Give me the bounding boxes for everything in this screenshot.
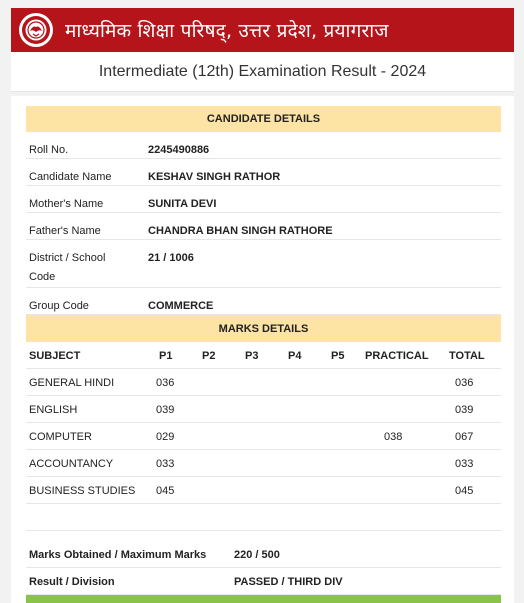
col-p1: P1 (159, 350, 173, 362)
row-label: Group Code (29, 300, 89, 312)
total-cell: 039 (455, 404, 474, 416)
candidate-details-heading: CANDIDATE DETAILS (26, 106, 501, 132)
row-label: Roll No. (29, 144, 69, 156)
row-value: 21 / 1006 (148, 252, 194, 264)
row-value: CHANDRA BHAN SINGH RATHORE (148, 225, 333, 237)
subject-cell: ENGLISH (29, 404, 78, 416)
p1-cell: 036 (156, 377, 175, 389)
col-p5: P5 (331, 350, 345, 362)
row-label: District / School Code (29, 252, 106, 283)
subject-cell: ACCOUNTANCY (29, 458, 114, 470)
candidate-row-roll (26, 132, 501, 159)
table-row (26, 477, 501, 504)
candidate-row-district-school (26, 240, 501, 288)
marks-summary-row (26, 541, 501, 568)
result-division-label: Result / Division (29, 576, 115, 588)
marks-obtained-value: 220 / 500 (234, 549, 280, 561)
total-cell: 045 (455, 485, 474, 497)
subject-cell: GENERAL HINDI (29, 377, 115, 389)
practical-cell: 038 (384, 431, 403, 443)
col-p4: P4 (288, 350, 302, 362)
result-card (11, 96, 514, 603)
board-title: माध्यमिक शिक्षा परिषद्, उत्तर प्रदेश, प्रयागराज (65, 20, 389, 42)
marks-obtained-label: Marks Obtained / Maximum Marks (29, 549, 207, 561)
table-row (26, 423, 501, 450)
row-value: COMMERCE (148, 300, 214, 312)
table-row (26, 369, 501, 396)
total-cell: 033 (455, 458, 474, 470)
col-subject: SUBJECT (29, 350, 81, 362)
table-row-empty (26, 504, 501, 531)
row-value: SUNITA DEVI (148, 198, 217, 210)
p1-cell: 029 (156, 431, 175, 443)
col-total: TOTAL (449, 350, 485, 362)
candidate-row-father (26, 213, 501, 240)
total-cell: 067 (455, 431, 474, 443)
p1-cell: 033 (156, 458, 175, 470)
row-value: KESHAV SINGH RATHOR (148, 171, 281, 183)
col-p3: P3 (245, 350, 259, 362)
subject-cell: COMPUTER (29, 431, 92, 443)
col-p2: P2 (202, 350, 216, 362)
p1-cell: 039 (156, 404, 175, 416)
result-status-bar (26, 595, 501, 603)
candidate-row-name (26, 159, 501, 186)
row-label: Candidate Name (29, 171, 112, 183)
board-emblem-icon (19, 13, 53, 47)
page-title: Intermediate (12th) Examination Result - 2024 (98, 62, 427, 80)
row-label: Mother's Name (29, 198, 104, 210)
table-row (26, 450, 501, 477)
result-division-row (26, 568, 501, 595)
marks-header-row (26, 342, 501, 369)
candidate-row-group (26, 288, 501, 315)
p1-cell: 045 (156, 485, 175, 497)
table-row (26, 396, 501, 423)
col-practical: PRACTICAL (365, 350, 429, 362)
result-division-value: PASSED / THIRD DIV (234, 576, 343, 588)
subject-cell: BUSINESS STUDIES (29, 485, 136, 497)
marks-details-heading: MARKS DETAILS (26, 315, 501, 342)
row-value: 2245490886 (148, 144, 210, 156)
candidate-row-mother (26, 186, 501, 213)
total-cell: 036 (455, 377, 474, 389)
row-label: Father's Name (29, 225, 101, 237)
result-title-bar (11, 52, 514, 92)
site-header (11, 8, 514, 52)
